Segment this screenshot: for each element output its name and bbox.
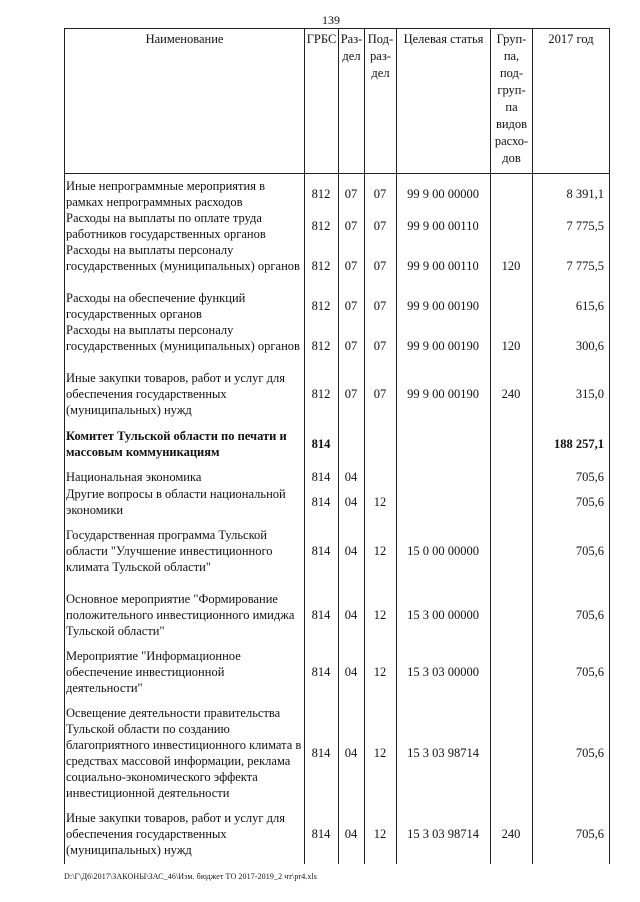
header-name: Наименование [64,28,304,174]
row-podrazdel: 12 [373,544,387,558]
row-name: Расходы на обеспечение функций государственных органов [66,291,246,321]
file-path-footer: D:\Г\Д6\2017\ЗАКОНЫ\ЗАС_46\Изм. бюджет ТО 2017-2019_2 чт\pr4.xls [64,872,318,881]
header-podrazdel: Под- раз- дел [364,28,396,174]
row-grbs: 814 [311,544,331,558]
column-line [609,174,610,864]
header-razdel: Раз- дел [338,28,364,174]
row-amount: 315,0 [575,387,604,401]
row-podrazdel: 12 [373,746,387,760]
row-podrazdel: 12 [373,665,387,679]
header-grbs: ГРБС [304,28,338,174]
column-line [64,174,65,864]
row-group: 240 [501,827,521,841]
row-amount: 705,6 [575,746,604,760]
row-grbs: 814 [311,746,331,760]
row-name: Иные закупки товаров, работ и услуг для обеспечения государственных (муниципальных) нужд [66,371,286,417]
row-name: Иные закупки товаров, работ и услуг для обеспечения государственных (муниципальных) нужд [66,811,286,857]
row-podrazdel: 07 [373,259,387,273]
row-razdel: 04 [344,495,358,509]
row-grbs: 814 [311,470,331,484]
row-razdel: 07 [344,387,358,401]
row-target: 99 9 00 00190 [407,299,479,313]
row-name: Иные непрограммные мероприятия в рамках непрограммных расходов [66,179,265,209]
row-name: Другие вопросы в области национальной экономики [66,487,286,517]
row-podrazdel: 07 [373,219,387,233]
column-line [490,174,491,864]
row-amount: 705,6 [575,470,604,484]
row-razdel: 07 [344,219,358,233]
row-name: Расходы на выплаты персоналу государственных (муниципальных) органов [66,323,300,353]
row-podrazdel: 07 [373,387,387,401]
row-name: Расходы на выплаты персоналу государственных (муниципальных) органов [66,243,300,273]
row-razdel: 07 [344,187,358,201]
row-podrazdel: 12 [373,608,387,622]
header-year: 2017 год [532,28,610,174]
row-amount: 300,6 [575,339,604,353]
row-name: Освещение деятельности правительства Тульской области по созданию благоприятного инвестиционного климата в средствах массовой информации, реклама социально-экономического эффекта инвестиционной деятельности [66,706,302,800]
row-amount: 705,6 [575,827,604,841]
header-target: Целевая статья [396,28,490,174]
row-grbs: 812 [311,299,331,313]
row-grbs: 812 [311,339,331,353]
row-podrazdel: 07 [373,339,387,353]
row-target: 99 9 00 00000 [407,187,479,201]
row-name: Государственная программа Тульской области "Улучшение инвестиционного климата Тульской области" [66,528,273,574]
row-grbs: 812 [311,259,331,273]
row-group: 240 [501,387,521,401]
row-target: 15 3 03 98714 [407,827,479,841]
row-target: 99 9 00 00190 [407,387,479,401]
row-grbs: 814 [311,608,331,622]
row-razdel: 04 [344,470,358,484]
row-razdel: 04 [344,544,358,558]
row-amount: 705,6 [575,665,604,679]
row-name: Мероприятие "Информационное обеспечение инвестиционной деятельности" [66,649,241,695]
row-target: 15 3 03 00000 [407,665,479,679]
row-podrazdel: 12 [373,827,387,841]
row-razdel: 04 [344,608,358,622]
row-amount: 615,6 [575,299,604,313]
header-group: Груп- па, под- груп- па видов расхо- дов [490,28,532,174]
row-grbs: 814 [311,495,331,509]
row-razdel: 04 [344,746,358,760]
row-razdel: 07 [344,259,358,273]
page-number: 139 [322,13,340,27]
row-name: Комитет Тульской области по печати и массовым коммуникациям [66,429,287,459]
row-target: 99 9 00 00190 [407,339,479,353]
row-amount: 8 391,1 [566,187,604,201]
row-grbs: 814 [311,827,331,841]
row-amount: 188 257,1 [554,437,604,451]
row-amount: 7 775,5 [566,259,604,273]
row-target: 99 9 00 00110 [407,259,479,273]
row-grbs: 812 [311,219,331,233]
row-grbs: 814 [311,665,331,679]
row-grbs: 812 [311,387,331,401]
row-name: Основное мероприятие "Формирование положительного инвестиционного имиджа Тульской области" [66,592,295,638]
row-amount: 7 775,5 [566,219,604,233]
row-podrazdel: 07 [373,187,387,201]
row-amount: 705,6 [575,544,604,558]
row-razdel: 04 [344,665,358,679]
row-target: 15 3 00 00000 [407,608,479,622]
row-name: Национальная экономика [66,470,202,484]
row-group: 120 [501,339,521,353]
row-razdel: 07 [344,299,358,313]
row-grbs: 812 [311,187,331,201]
row-target: 15 0 00 00000 [407,544,479,558]
row-amount: 705,6 [575,495,604,509]
row-razdel: 04 [344,827,358,841]
row-group: 120 [501,259,521,273]
row-podrazdel: 12 [373,495,387,509]
row-target: 99 9 00 00110 [407,219,479,233]
row-target: 15 3 03 98714 [407,746,479,760]
row-amount: 705,6 [575,608,604,622]
row-razdel: 07 [344,339,358,353]
row-grbs: 814 [311,437,331,451]
row-name: Расходы на выплаты по оплате труда работников государственных органов [66,211,266,241]
row-podrazdel: 07 [373,299,387,313]
